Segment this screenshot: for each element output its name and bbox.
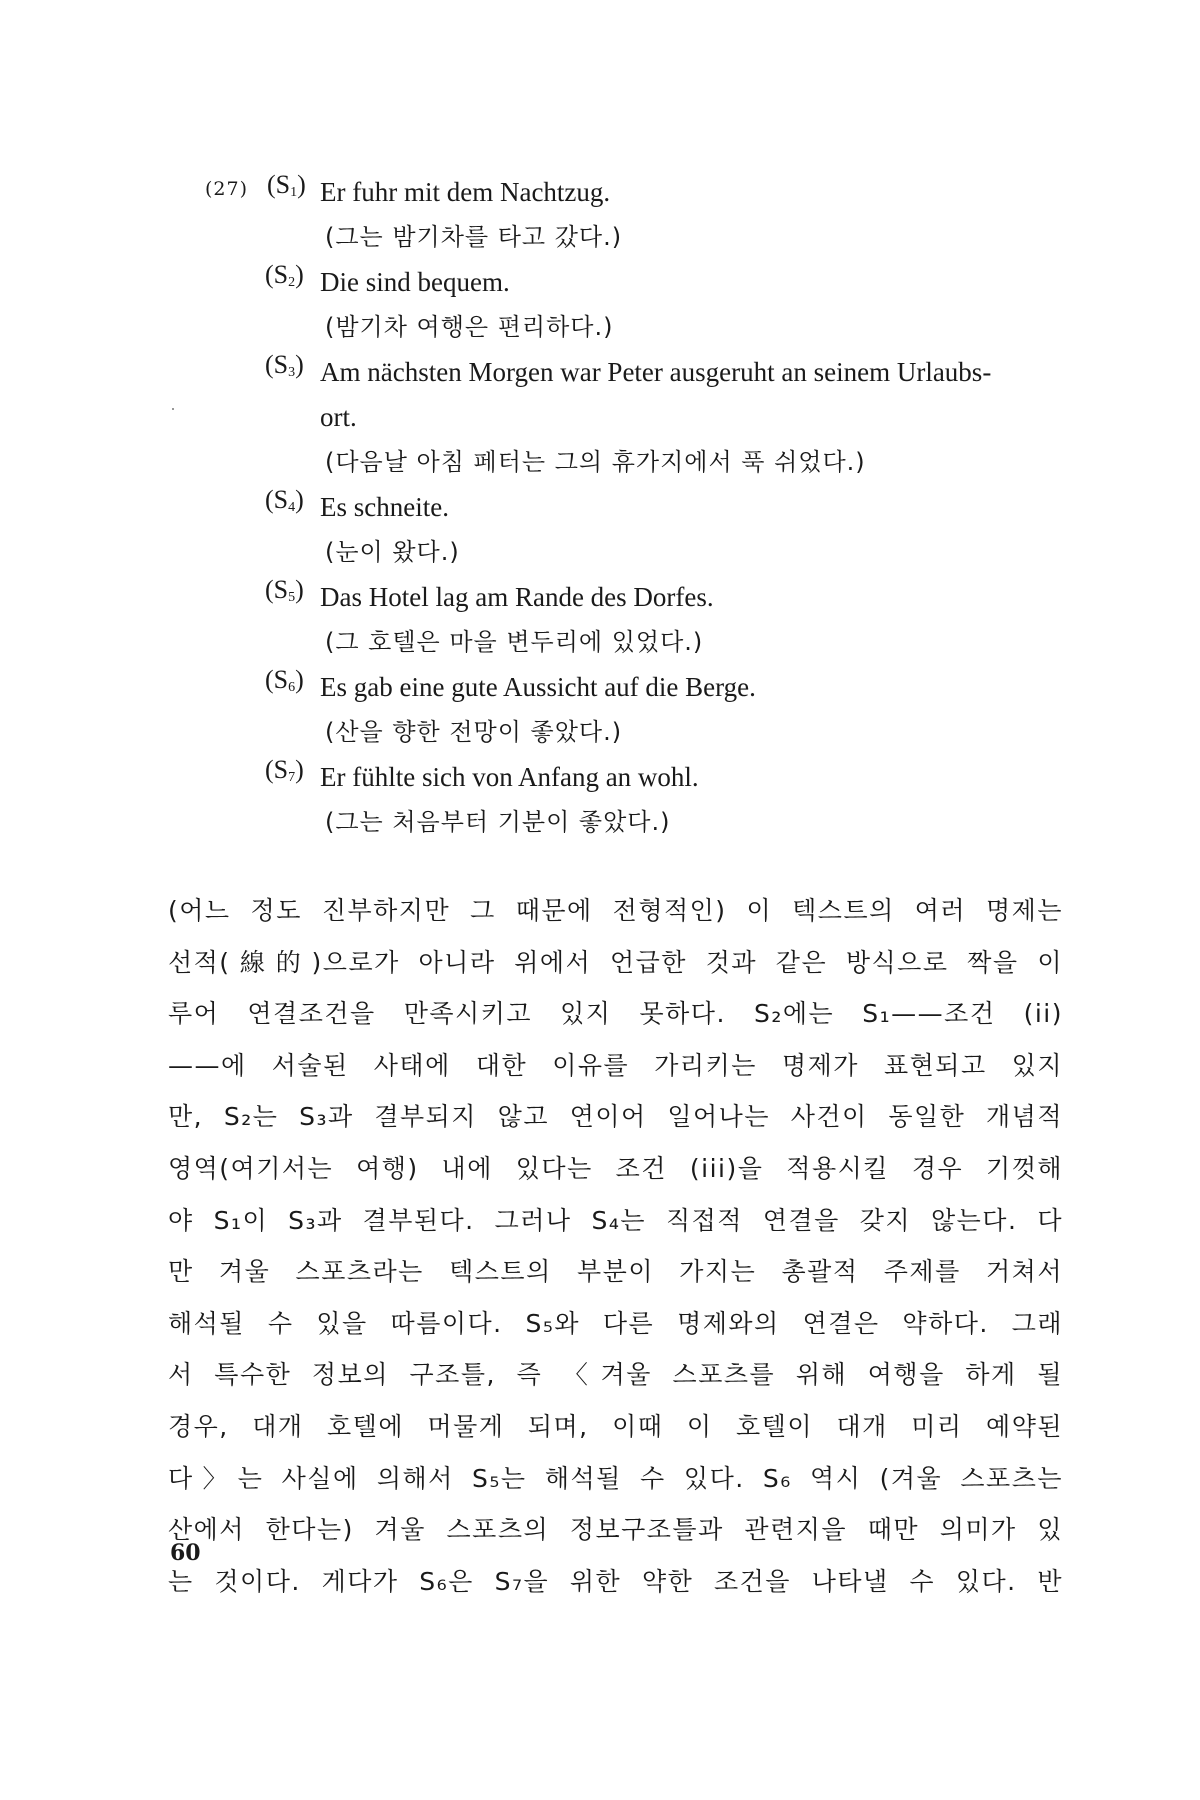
german-sentence: Er fühlte sich von Anfang an wohl. <box>320 762 699 792</box>
example-number: (27) <box>205 178 249 200</box>
page-number: 60 <box>170 1540 201 1566</box>
paragraph-line: 경우, 대개 호텔에 머물게 되며, 이때 이 호텔이 대개 미리 예약된 <box>168 1411 1063 1441</box>
example-item-7 <box>205 755 1105 845</box>
example-item-2 <box>205 260 1105 350</box>
paragraph-line: 다〉는 사실에 의해서 S₅는 해석될 수 있다. S₆ 역시 (겨울 스포츠는 <box>168 1463 1063 1493</box>
korean-translation: (그는 처음부터 기분이 좋았다.) <box>325 808 671 836</box>
german-sentence: Das Hotel lag am Rande des Dorfes. <box>320 582 714 612</box>
paragraph-line: 루어 연결조건을 만족시키고 있지 못하다. S₂에는 S₁——조건 (ii) <box>168 999 1063 1029</box>
example-item-4 <box>205 485 1105 575</box>
german-sentence: Er fuhr mit dem Nachtzug. <box>320 177 611 207</box>
korean-translation: (산을 향한 전망이 좋았다.) <box>325 718 623 746</box>
paragraph-line: 만 겨울 스포츠라는 텍스트의 부분이 가지는 총괄적 주제를 거쳐서 <box>168 1257 1063 1287</box>
paragraph-line: 영역(여기서는 여행) 내에 있다는 조건 (iii)을 적용시킬 경우 기껏해 <box>168 1153 1063 1183</box>
sentence-label: $(S_3)$ <box>265 350 304 380</box>
paragraph-line: (어느 정도 진부하지만 그 때문에 전형적인) 이 텍스트의 여러 명제는 <box>168 896 1063 925</box>
example-item-1 <box>205 170 1105 260</box>
sentence-label: $(S_5)$ <box>265 575 304 605</box>
german-sentence: Am nächsten Morgen war Peter ausgeruht an seinem Urlaubs- <box>320 357 992 387</box>
example-item-5 <box>205 575 1105 665</box>
korean-translation: (다음날 아침 페터는 그의 휴가지에서 푹 쉬었다.) <box>325 448 866 476</box>
paragraph-line: 서 특수한 정보의 구조틀, 즉 〈겨울 스포츠를 위해 여행을 하게 될 <box>168 1360 1063 1390</box>
german-sentence-continuation: ort. <box>320 402 357 432</box>
german-sentence: Die sind bequem. <box>320 267 510 297</box>
paragraph-line: 야 S₁이 S₃과 결부된다. 그러나 S₄는 직접적 연결을 갖지 않는다. 다 <box>168 1205 1063 1235</box>
korean-translation: (눈이 왔다.) <box>325 538 460 566</box>
sentence-label: $(S_2)$ <box>265 260 304 290</box>
example-27 <box>205 170 1105 845</box>
korean-translation: (그는 밤기차를 타고 갔다.) <box>325 223 623 251</box>
paragraph-line: 선적(線的)으로가 아니라 위에서 언급한 것과 같은 방식으로 짝을 이 <box>168 947 1063 977</box>
example-item-6 <box>205 665 1105 755</box>
korean-translation: (그 호텔은 마을 변두리에 있었다.) <box>325 628 704 656</box>
sentence-label: $(S_7)$ <box>265 755 304 785</box>
paragraph-line: ——에 서술된 사태에 대한 이유를 가리키는 명제가 표현되고 있지 <box>168 1050 1063 1080</box>
example-item-3 <box>205 350 1105 485</box>
paragraph-line: 해석될 수 있을 따름이다. S₅와 다른 명제와의 연결은 약하다. 그래 <box>168 1308 1063 1338</box>
body-paragraph <box>168 885 1063 1607</box>
german-sentence: Es gab eine gute Aussicht auf die Berge. <box>320 672 756 702</box>
sentence-label: $(S_6)$ <box>265 665 304 695</box>
paragraph-line: 산에서 한다는) 겨울 스포츠의 정보구조틀과 관련지을 때만 의미가 있 <box>168 1515 1063 1545</box>
print-speck <box>172 408 174 410</box>
sentence-label: $(S_4)$ <box>265 485 304 515</box>
german-sentence: Es schneite. <box>320 492 449 522</box>
korean-translation: (밤기차 여행은 편리하다.) <box>325 313 614 341</box>
sentence-label: $(S_1)$ <box>267 170 306 200</box>
paragraph-line: 는 것이다. 게다가 S₆은 S₇을 위한 약한 조건을 나타낼 수 있다. 반 <box>168 1566 1063 1596</box>
paragraph-line: 만, S₂는 S₃과 결부되지 않고 연이어 일어나는 사건이 동일한 개념적 <box>168 1102 1063 1132</box>
